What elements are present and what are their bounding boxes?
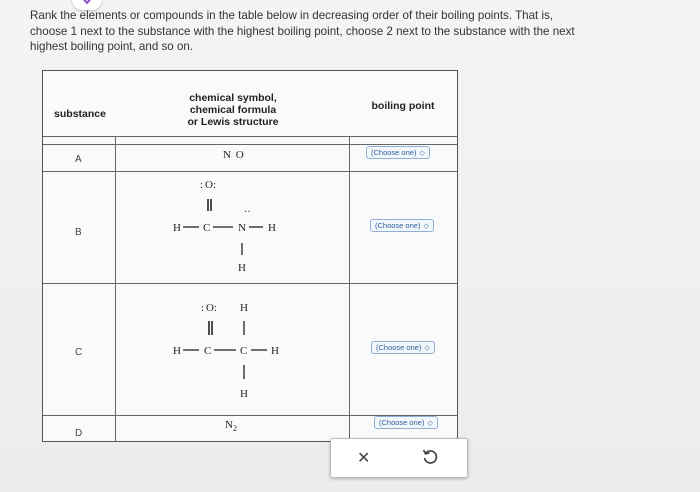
atom-h: H: [173, 222, 181, 234]
lone-pair: :: [214, 302, 218, 314]
select-arrow-icon: ◇: [419, 150, 425, 157]
row-label-c: C: [75, 347, 83, 358]
atom-o: O: [205, 179, 213, 191]
atom-c: C: [203, 222, 211, 234]
lone-dots: ··: [244, 207, 251, 218]
header-divider: [43, 136, 457, 137]
atom-h: H: [240, 302, 248, 314]
lone-pair: :: [213, 179, 217, 191]
atom-h: H: [173, 345, 181, 357]
undo-icon: [421, 447, 439, 465]
chevron-down-icon: [81, 0, 93, 5]
atom-h: H: [271, 345, 279, 357]
atom-c: C: [240, 345, 248, 357]
row-label-d: D: [75, 428, 83, 439]
formula-n2: $N_2$: [225, 419, 237, 434]
row-divider: [43, 171, 457, 172]
lone-pair: :: [201, 302, 205, 314]
atom-n: N: [238, 222, 246, 234]
undo-button[interactable]: [421, 447, 439, 470]
atom-c: C: [204, 345, 212, 357]
select-arrow-icon: ◇: [424, 345, 430, 352]
lewis-structure-c: [161, 293, 301, 411]
lone-pair: :: [200, 179, 204, 191]
row-divider: [43, 283, 457, 284]
atom-h: H: [268, 222, 276, 234]
header-boiling-point: boiling point: [371, 100, 435, 112]
prompt-line-3: highest boiling point, and so on.: [30, 40, 194, 53]
lewis-structure-b: [161, 175, 301, 281]
clear-button[interactable]: ✕: [357, 450, 371, 467]
rank-select-b[interactable]: (Choose one) ◇: [370, 219, 434, 232]
question-prompt: [30, 8, 690, 55]
header-divider-2: [43, 144, 457, 145]
atom-h: H: [238, 262, 246, 274]
row-label-a: A: [75, 154, 82, 165]
prompt-line-2: choose 1 next to the substance with the highest boiling point, choose 2 next to the substance with the next: [30, 24, 575, 38]
row-label-b: B: [75, 227, 82, 238]
header-formula: chemical symbol, chemical formula or Lewis structure: [187, 92, 279, 128]
ranking-table: [42, 70, 458, 442]
header-substance: substance: [54, 108, 106, 120]
rank-select-c[interactable]: (Choose one) ◇: [371, 341, 435, 354]
atom-o: O: [206, 302, 214, 314]
select-arrow-icon: ◇: [427, 420, 433, 427]
answer-actions: [330, 438, 468, 478]
formula-no: N O: [223, 149, 245, 161]
rank-select-a[interactable]: (Choose one) ◇: [366, 146, 430, 159]
column-divider: [115, 136, 116, 442]
select-arrow-icon: ◇: [423, 223, 429, 230]
prompt-line-1: Rank the elements or compounds in the table below in decreasing order of their boiling points. That is,: [30, 9, 554, 22]
column-divider: [349, 136, 350, 442]
rank-select-d[interactable]: (Choose one) ◇: [374, 416, 438, 429]
atom-h: H: [240, 388, 248, 400]
